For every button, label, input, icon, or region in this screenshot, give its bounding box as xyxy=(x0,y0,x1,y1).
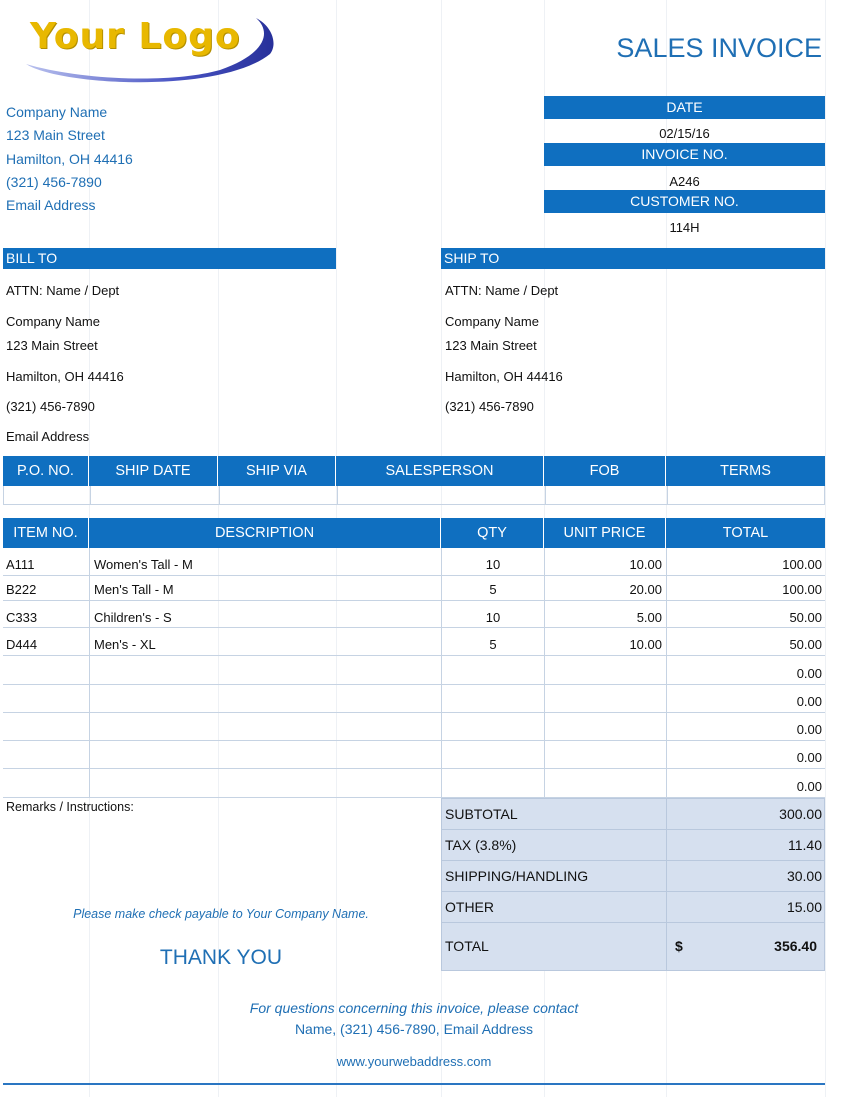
table-row[interactable] xyxy=(3,573,825,601)
qty-cell xyxy=(441,769,544,798)
company-email: Email Address xyxy=(6,197,96,214)
description-cell: Children's - S xyxy=(89,601,441,628)
line-total-cell: 0.00 xyxy=(666,656,825,685)
description-cell xyxy=(89,713,441,741)
item-number-cell xyxy=(3,769,89,798)
line-total-cell: 0.00 xyxy=(666,685,825,713)
table-row[interactable] xyxy=(3,601,825,628)
line-total-cell: 0.00 xyxy=(666,769,825,798)
unit-price-cell: 20.00 xyxy=(544,573,666,601)
description-cell xyxy=(89,685,441,713)
item-number-cell: C333 xyxy=(6,610,38,625)
table-row[interactable] xyxy=(3,548,825,576)
payable-note: Please make check payable to Your Company Name. xyxy=(73,907,369,921)
table-row[interactable] xyxy=(3,769,825,798)
item-number-cell: D444 xyxy=(6,637,38,652)
logo-text: Your Logo xyxy=(30,16,241,57)
line-total-cell: 0.00 xyxy=(666,741,825,769)
date-label: DATE xyxy=(544,96,825,119)
po-number-header: P.O. NO. xyxy=(3,456,89,486)
company-name: Company Name xyxy=(6,104,108,120)
company-street: 123 Main Street xyxy=(6,127,105,144)
footer-questions: For questions concerning this invoice, please contact xyxy=(249,1000,579,1016)
qty-cell: 5 xyxy=(441,573,544,601)
ship-to-city: Hamilton, OH 44416 xyxy=(445,369,563,384)
description-cell: Women's Tall - M xyxy=(89,548,441,576)
other-label: OTHER xyxy=(445,899,494,915)
salesperson-header: SALESPERSON xyxy=(336,456,544,486)
fob-header: FOB xyxy=(544,456,666,486)
qty-header: QTY xyxy=(441,518,544,548)
bill-to-attn: ATTN: Name / Dept xyxy=(6,283,120,298)
line-total-cell: 100.00 xyxy=(666,548,825,576)
order-info-row[interactable] xyxy=(3,486,825,505)
bill-to-street: 123 Main Street xyxy=(6,338,98,353)
unit-price-cell: 5.00 xyxy=(544,601,666,628)
tax-value: 11.40 xyxy=(788,837,822,853)
line-total-cell: 50.00 xyxy=(666,601,825,628)
company-city: Hamilton, OH 44416 xyxy=(6,150,133,167)
shipping-label: SHIPPING/HANDLING xyxy=(445,868,589,884)
customer-number-value: 114H xyxy=(669,220,700,235)
other-value: 15.00 xyxy=(786,899,822,915)
invoice-number-value: A246 xyxy=(669,174,700,189)
unit-price-cell xyxy=(544,713,666,741)
qty-cell xyxy=(441,713,544,741)
qty-cell xyxy=(441,685,544,713)
description-cell: Men's Tall - M xyxy=(89,573,441,601)
ship-to-attn: ATTN: Name / Dept xyxy=(445,283,559,298)
unit-price-cell xyxy=(544,741,666,769)
terms-header: TERMS xyxy=(666,456,825,486)
tax-label: TAX (3.8%) xyxy=(445,837,517,853)
table-row[interactable] xyxy=(3,713,825,741)
subtotal-value: 300.00 xyxy=(779,806,822,822)
line-total-cell: 0.00 xyxy=(666,713,825,741)
description-cell xyxy=(89,769,441,798)
item-number-cell xyxy=(3,656,89,685)
subtotal-label: SUBTOTAL xyxy=(445,806,518,822)
bill-to-city: Hamilton, OH 44416 xyxy=(6,369,124,384)
item-number-header: ITEM NO. xyxy=(3,518,89,548)
sheet-gridline xyxy=(825,0,826,1097)
ship-to-company: Company Name xyxy=(445,314,539,329)
description-header: DESCRIPTION xyxy=(89,518,441,548)
item-number-cell xyxy=(3,685,89,713)
line-total-cell: 50.00 xyxy=(666,628,825,656)
ship-to-phone: (321) 456-7890 xyxy=(445,399,534,414)
qty-cell: 10 xyxy=(441,601,544,628)
unit-price-cell: 10.00 xyxy=(544,548,666,576)
description-cell: Men's - XL xyxy=(89,628,441,656)
description-cell xyxy=(89,656,441,685)
item-number-cell: A111 xyxy=(6,557,35,572)
qty-cell: 5 xyxy=(441,628,544,656)
bill-to-header: BILL TO xyxy=(3,248,336,269)
table-row[interactable] xyxy=(3,628,825,656)
item-number-cell xyxy=(3,713,89,741)
line-total-cell: 100.00 xyxy=(666,573,825,601)
bill-to-email: Email Address xyxy=(6,429,90,444)
item-number-cell xyxy=(3,741,89,769)
shipping-value: 30.00 xyxy=(786,868,822,884)
company-phone: (321) 456-7890 xyxy=(6,173,102,190)
total-header: TOTAL xyxy=(666,518,825,548)
grand-total-label: TOTAL xyxy=(445,938,489,954)
currency-symbol: $ xyxy=(675,938,683,954)
thank-you-text: THANK YOU xyxy=(159,946,283,969)
qty-cell xyxy=(441,656,544,685)
items-table xyxy=(3,548,825,798)
table-row[interactable] xyxy=(3,741,825,769)
ship-to-header: SHIP TO xyxy=(441,248,825,269)
page-title: SALES INVOICE xyxy=(616,33,822,63)
table-row[interactable] xyxy=(3,656,825,685)
item-number-cell: B222 xyxy=(6,582,37,597)
company-logo xyxy=(20,14,280,90)
grand-total-value: 356.40 xyxy=(774,938,817,954)
bill-to-phone: (321) 456-7890 xyxy=(6,399,95,414)
footer-divider xyxy=(3,1083,825,1085)
customer-number-label: CUSTOMER NO. xyxy=(544,190,825,213)
unit-price-cell xyxy=(544,685,666,713)
ship-to-street: 123 Main Street xyxy=(445,338,537,353)
company-info xyxy=(6,101,133,217)
qty-cell: 10 xyxy=(441,548,544,576)
ship-via-header: SHIP VIA xyxy=(218,456,336,486)
footer-contact: Name, (321) 456-7890, Email Address xyxy=(294,1021,534,1037)
unit-price-cell xyxy=(544,656,666,685)
unit-price-header: UNIT PRICE xyxy=(544,518,666,548)
invoice-number-label: INVOICE NO. xyxy=(544,143,825,166)
description-cell xyxy=(89,741,441,769)
qty-cell xyxy=(441,741,544,769)
date-value: 02/15/16 xyxy=(659,126,710,141)
footer-website[interactable]: www.yourwebaddress.com xyxy=(336,1054,492,1069)
bill-to-company: Company Name xyxy=(6,314,100,329)
unit-price-cell xyxy=(544,769,666,798)
ship-date-header: SHIP DATE xyxy=(89,456,218,486)
unit-price-cell: 10.00 xyxy=(544,628,666,656)
table-row[interactable] xyxy=(3,685,825,713)
remarks-label: Remarks / Instructions: xyxy=(6,800,134,814)
